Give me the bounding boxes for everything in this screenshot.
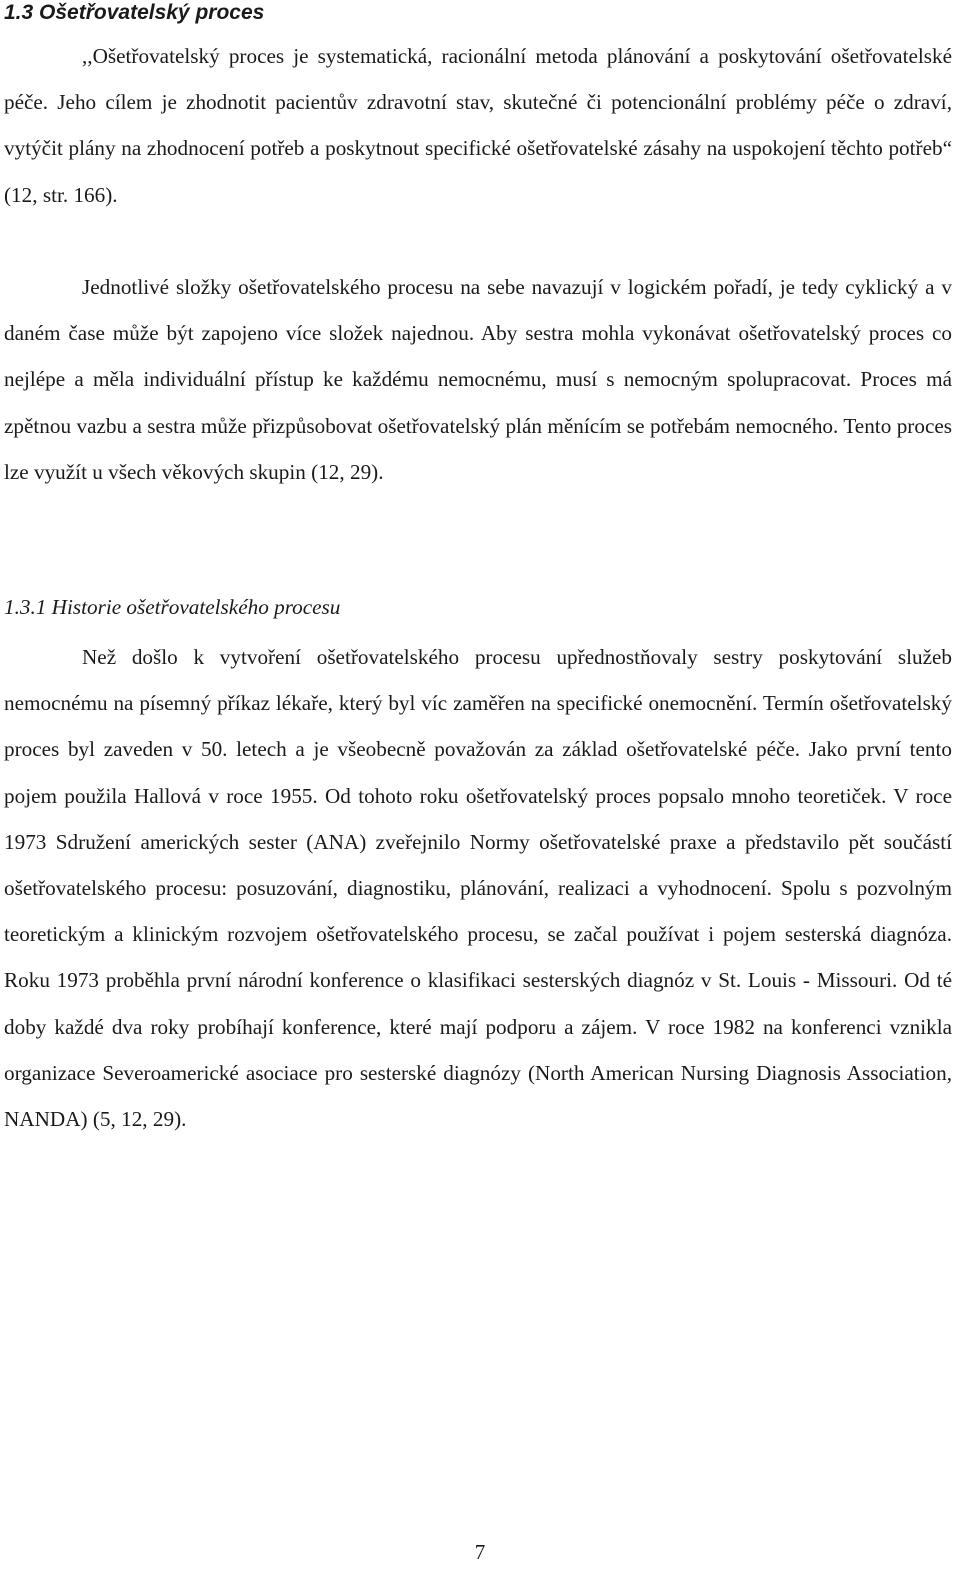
subsection-paragraph-history: Než došlo k vytvoření ošetřovatelského procesu upřednostňovaly sestry poskytování služeb nemocnému na písemný příkaz lékaře, který byl víc zaměřen na specifické onemocnění. Termín ošetřovatelský proces byl zaveden v 50. letech a je všeobecně považován za základ ošetřovatelské péče. Jako první tento pojem použila Hallová v roce 1955. Od tohoto roku ošetřovatelský proces popsalo mnoho teoretiček. V roce 1973 Sdružení amerických sester (ANA) zveřejnilo Normy ošetřovatelské praxe a představilo pět součástí ošetřovatelského procesu: posuzování, diagnostiku, plánování, realizaci a vyhodnocení. Spolu s pozvolným teoretickým a klinickým rozvojem ošetřovatelského procesu, se začal používat i pojem sesterská diagnóza. Roku 1973 proběhla první národní konference o klasifikaci sesterských diagnóz v St. Louis - Missouri. Od té doby každé dva roky probíhají konference, které mají podporu a zájem. V roce 1982 na konferenci vznikla organizace Severoamerické asociace pro sesterské diagnózy (North American Nursing Diagnosis Association, NANDA) (5, 12, 29). — [4, 645, 952, 1132]
subsection-heading: 1.3.1 Historie ošetřovatelského procesu — [4, 595, 341, 619]
section-paragraph-definition: ,,Ošetřovatelský proces je systematická, racionální metoda plánování a poskytování ošetřovatelské péče. Jeho cílem je zhodnotit pacientův zdravotní stav, skutečné či potencionální problémy péče o zdraví, vytýčit plány na zhodnocení potřeb a poskytnout specifické ošetřovatelské zásahy na uspokojení těchto potřeb“ (12, str. 166). — [4, 44, 952, 207]
section-paragraph-components: Jednotlivé složky ošetřovatelského procesu na sebe navazují v logickém pořadí, je tedy cyklický a v daném čase může být zapojeno více složek najednou. Aby sestra mohla vykonávat ošetřovatelský proces co nejlépe a měla individuální přístup ke každému nemocnému, musí s nemocným spolupracovat. Proces má zpětnou vazbu a sestra může přizpůsobovat ošetřovatelský plán měnícím se potřebám nemocného. Tento proces lze využít u všech věkových skupin (12, 29). — [4, 275, 952, 484]
section-heading: 1.3 Ošetřovatelský proces — [4, 1, 265, 24]
page-number: 7 — [474, 1540, 486, 1564]
